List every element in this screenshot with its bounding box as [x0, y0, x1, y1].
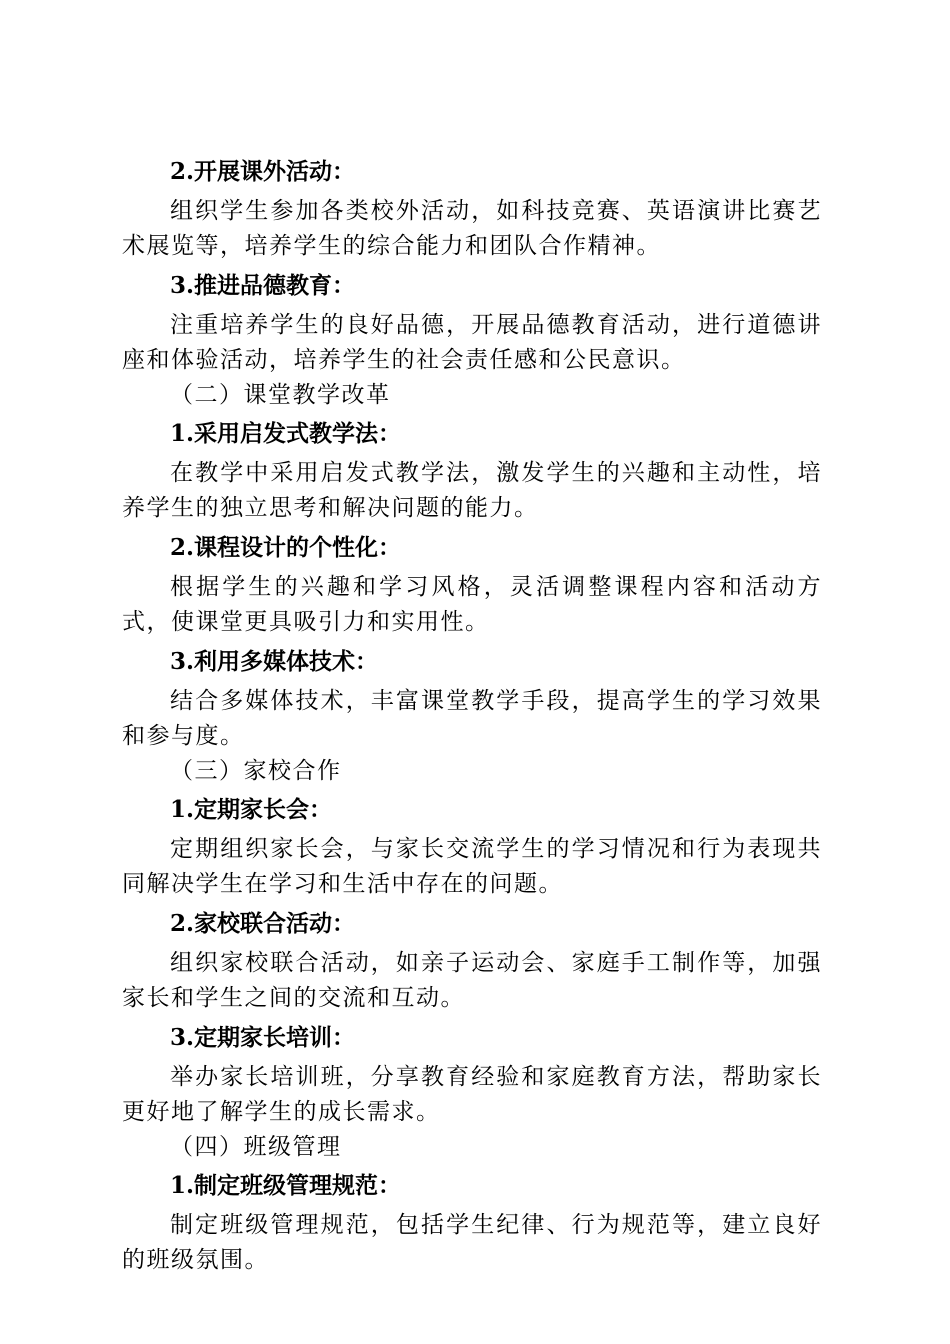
subheading-joint-activities: 2.家校联合活动：: [170, 910, 356, 937]
subheading-extracurricular: 2.开展课外活动：: [170, 158, 356, 185]
paragraph-joint-activities: 组织家校联合活动，如亲子运动会、家庭手工制作等，加强家长和学生之间的交流和互动。: [122, 950, 822, 1011]
subheading-parent-meetings: 1.定期家长会：: [170, 796, 333, 823]
paragraph-personalized-curriculum: 根据学生的兴趣和学习风格，灵活调整课程内容和活动方式，使课堂更具吸引力和实用性。: [122, 574, 822, 635]
section-title-home-school: （三）家校合作: [170, 758, 342, 784]
subheading-class-rules: 1.制定班级管理规范：: [170, 1172, 402, 1199]
section-title-class-management: （四）班级管理: [170, 1134, 342, 1160]
subheading-heuristic-teaching: 1.采用启发式教学法：: [170, 420, 402, 447]
paragraph-moral-education: 注重培养学生的良好品德，开展品德教育活动，进行道德讲座和体验活动，培养学生的社会责任感和公民意识。: [122, 312, 822, 373]
paragraph-parent-training: 举办家长培训班，分享教育经验和家庭教育方法，帮助家长更好地了解学生的成长需求。: [122, 1064, 822, 1125]
subheading-multimedia: 3.利用多媒体技术：: [170, 648, 379, 675]
section-title-classroom-reform: （二）课堂教学改革: [170, 382, 391, 408]
subheading-moral-education: 3.推进品德教育：: [170, 272, 356, 299]
paragraph-heuristic-teaching: 在教学中采用启发式教学法，激发学生的兴趣和主动性，培养学生的独立思考和解决问题的能力。: [122, 460, 822, 521]
document-body: [122, 150, 822, 1278]
subheading-personalized-curriculum: 2.课程设计的个性化：: [170, 534, 402, 561]
paragraph-multimedia: 结合多媒体技术，丰富课堂教学手段，提高学生的学习效果和参与度。: [122, 688, 822, 749]
paragraph-class-rules: 制定班级管理规范，包括学生纪律、行为规范等，建立良好的班级氛围。: [122, 1212, 822, 1273]
subheading-parent-training: 3.定期家长培训：: [170, 1024, 356, 1051]
paragraph-parent-meetings: 定期组织家长会，与家长交流学生的学习情况和行为表现共同解决学生在学习和生活中存在的问题。: [122, 836, 822, 897]
paragraph-extracurricular: 组织学生参加各类校外活动，如科技竞赛、英语演讲比赛艺术展览等，培养学生的综合能力和团队合作精神。: [122, 198, 822, 259]
